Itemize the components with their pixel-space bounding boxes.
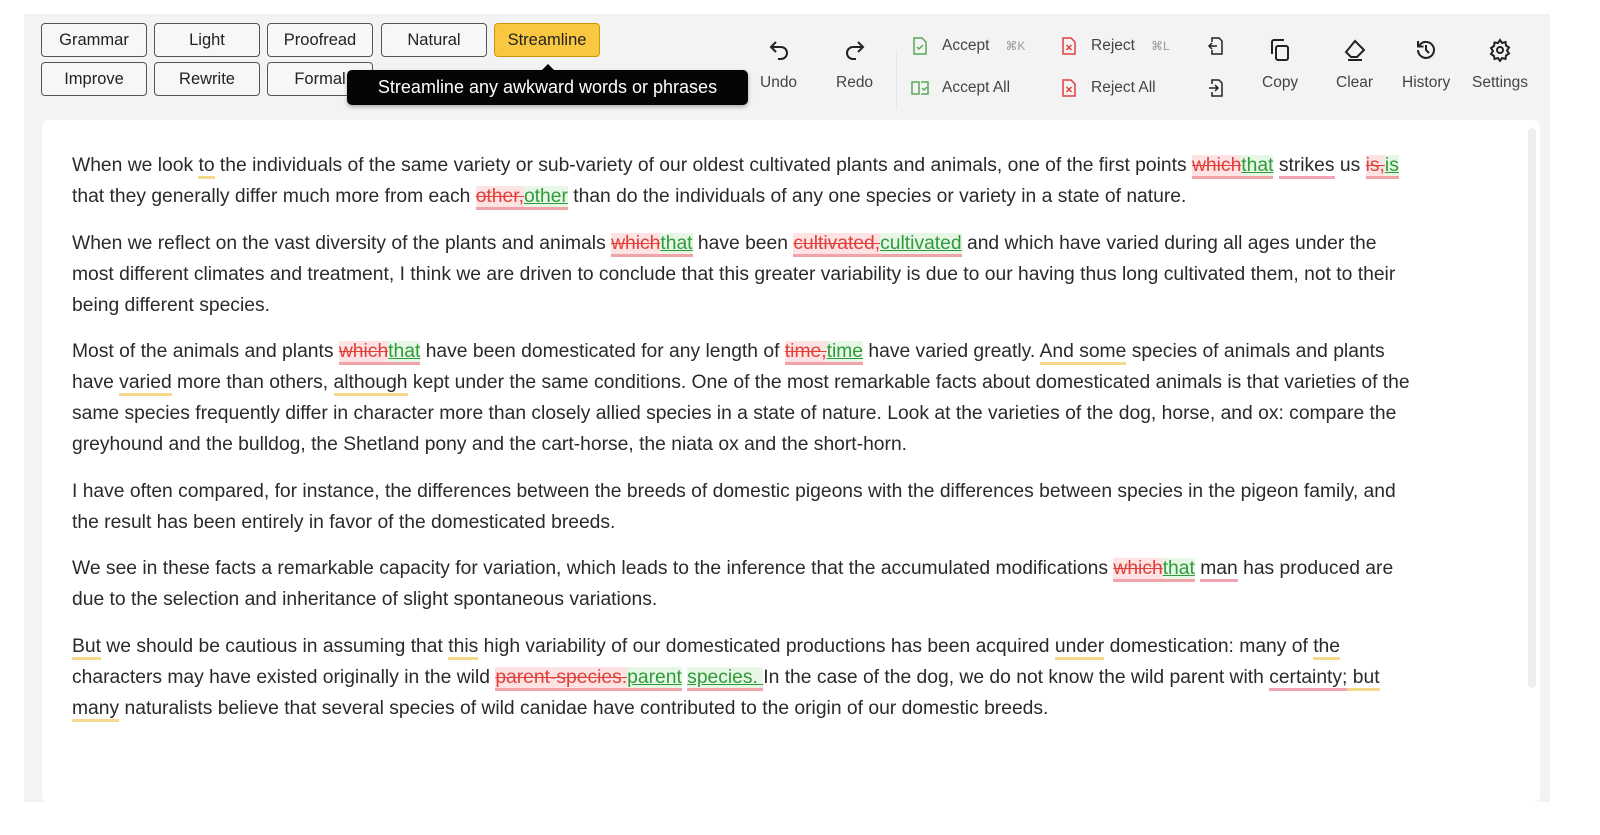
text-span: domestication: many of — [1104, 635, 1314, 657]
import-button[interactable] — [1206, 36, 1238, 56]
inserted-text[interactable]: that — [660, 233, 692, 257]
text-span: We see in these facts a remarkable capacity for variation, which leads to the inference that the accumulated modifications — [72, 558, 1114, 579]
text-span: have been domesticated for any length of — [420, 341, 785, 362]
deleted-text[interactable]: which — [1192, 155, 1241, 179]
mode-button-natural[interactable]: Natural — [381, 23, 487, 57]
text-span: Most of the animals and plants — [72, 341, 339, 362]
text-span: has produced are due to the selection and inheritance of slight spontaneous variations. — [72, 558, 1394, 610]
gear-icon — [1488, 38, 1512, 62]
deleted-text[interactable]: is, — [1366, 155, 1385, 179]
inserted-text[interactable]: is — [1385, 155, 1399, 179]
suggestion-underline[interactable]: this — [448, 636, 478, 660]
copy-icon — [1268, 38, 1292, 62]
scrollbar[interactable] — [1528, 128, 1536, 688]
undo-button[interactable] — [760, 38, 797, 92]
inserted-text[interactable]: that — [388, 341, 420, 365]
clear-button[interactable] — [1336, 38, 1373, 92]
settings-label: Settings — [1472, 74, 1529, 91]
issue-underline[interactable]: certainty; — [1269, 667, 1347, 691]
accept-file-icon — [910, 36, 930, 56]
clear-label: Clear — [1336, 74, 1374, 91]
text-span: have been — [692, 232, 794, 254]
deleted-text[interactable]: parent-species. — [495, 667, 627, 691]
text-span: When we reflect on the vast diversity of the plants and animals — [72, 232, 612, 254]
copy-button[interactable] — [1262, 38, 1298, 92]
reject-all-label: Reject All — [1091, 79, 1156, 96]
text-span: than do the individuals of any one species or variety in a state of nature. — [567, 186, 1187, 207]
text-span: have varied greatly. — [863, 341, 1040, 362]
editor-app — [24, 14, 1550, 802]
inserted-text[interactable]: other — [524, 186, 568, 210]
deleted-text[interactable]: cultivated, — [793, 233, 880, 257]
text-span: naturalists believe that several species of wild canidae have contributed to the origin of our domestic breeds. — [119, 697, 1049, 719]
deleted-text[interactable]: other, — [476, 186, 524, 210]
history-icon — [1414, 38, 1438, 62]
deleted-text[interactable]: time, — [785, 341, 827, 365]
accept-all-label: Accept All — [942, 79, 1011, 96]
inserted-text[interactable]: that — [1163, 558, 1195, 582]
suggestion-underline[interactable]: to — [198, 155, 214, 179]
text-span: I have often compared, for instance, the differences between the breeds of domestic pigeons with the differences between species in the pigeon family, and the result has been entirely in favor of the domesticated breeds. — [72, 480, 1396, 533]
inserted-text[interactable]: parent — [627, 667, 682, 691]
text-span: When we look — [72, 155, 199, 176]
mode-button-proofread[interactable]: Proofread — [267, 23, 373, 57]
paragraph — [72, 150, 1422, 212]
text-span: we should be cautious in assuming that — [100, 635, 449, 657]
paragraph — [72, 228, 1422, 321]
paragraph — [72, 553, 1422, 615]
issue-underline[interactable]: strikes — [1279, 155, 1335, 179]
file-export-icon — [1206, 78, 1226, 98]
text-span: and which have varied during all ages under the most different climates and treatment, I think we are driven to conclude that this greater variability is due to our having thus long cultivated them, not to their being different species. — [72, 232, 1396, 316]
reject-all-file-icon — [1059, 78, 1079, 98]
accept-all-book-icon — [910, 78, 930, 98]
deleted-text[interactable]: which — [1113, 558, 1162, 582]
text-span: the individuals of the same variety or sub-variety of our oldest cultivated plants and animals, one of the first points — [214, 155, 1192, 176]
undo-icon — [767, 38, 791, 62]
issue-underline[interactable]: man — [1200, 558, 1238, 582]
paragraph — [72, 336, 1422, 460]
suggestion-underline[interactable]: And some — [1040, 341, 1127, 365]
text-span: characters may have existed originally in the wild — [72, 666, 496, 688]
reject-label: Reject — [1091, 37, 1135, 54]
document-text[interactable] — [72, 150, 1422, 739]
history-button[interactable] — [1402, 38, 1450, 92]
inserted-text[interactable]: time — [827, 341, 863, 365]
inserted-text[interactable]: cultivated — [880, 233, 961, 257]
reject-all-button[interactable] — [1059, 78, 1156, 98]
text-span: high variability of our domesticated productions has been acquired — [478, 635, 1055, 657]
mode-button-rewrite[interactable]: Rewrite — [154, 62, 260, 96]
mode-button-grammar[interactable]: Grammar — [41, 23, 147, 57]
paragraph — [72, 631, 1422, 724]
suggestion-underline[interactable]: but many — [72, 667, 1380, 722]
suggestion-underline[interactable]: varied — [119, 372, 172, 396]
suggestion-underline[interactable]: But — [72, 636, 101, 660]
export-button[interactable] — [1206, 78, 1238, 98]
mode-button-light[interactable]: Light — [154, 23, 260, 57]
reject-shortcut: ⌘L — [1150, 39, 1170, 53]
mode-button-streamline[interactable]: Streamline — [494, 23, 600, 57]
accept-shortcut: ⌘K — [1005, 39, 1026, 53]
settings-button[interactable] — [1472, 38, 1528, 92]
accept-button[interactable] — [910, 36, 1025, 56]
paragraph — [72, 476, 1422, 538]
text-span: that they generally differ much more from each — [72, 186, 476, 207]
text-span: In the case of the dog, we do not know the wild parent with — [763, 666, 1270, 688]
undo-label: Undo — [760, 74, 798, 91]
mode-button-formal[interactable]: Formal — [267, 62, 373, 96]
deleted-text[interactable]: which — [611, 233, 660, 257]
accept-all-button[interactable] — [910, 78, 1010, 98]
redo-button[interactable] — [836, 38, 873, 92]
suggestion-underline[interactable]: although — [334, 372, 408, 396]
text-span: more than others, — [171, 372, 334, 393]
document-panel[interactable] — [42, 120, 1540, 802]
redo-label: Redo — [836, 74, 874, 91]
toolbar-divider — [896, 50, 897, 110]
inserted-text[interactable]: species. — [687, 667, 763, 691]
mode-tooltip: Streamline any awkward words or phrases — [347, 70, 748, 105]
history-label: History — [1402, 74, 1451, 91]
inserted-text[interactable]: that — [1241, 155, 1273, 179]
text-span: kept under the same conditions. One of the most remarkable facts about domesticated animals is that varieties of the same species frequently differ in character more than closely allied species in a state of nature. Look at the varieties of the dog, horse, and ox: compare the greyhound and the bulldog, the Shetland pony and the cart-horse, the niata ox and the short-horn. — [72, 372, 1410, 455]
suggestion-underline[interactable]: under — [1055, 636, 1104, 660]
redo-icon — [843, 38, 867, 62]
accept-label: Accept — [942, 37, 990, 54]
reject-button[interactable] — [1059, 36, 1170, 56]
mode-button-improve[interactable]: Improve — [41, 62, 147, 96]
file-import-icon — [1206, 36, 1226, 56]
eraser-icon — [1343, 38, 1367, 62]
reject-file-icon — [1059, 36, 1079, 56]
copy-label: Copy — [1262, 74, 1299, 91]
text-span: species of animals and plants have — [72, 341, 1385, 393]
text-span: us — [1334, 155, 1366, 176]
suggestion-underline[interactable]: the — [1313, 636, 1340, 660]
deleted-text[interactable]: which — [339, 341, 388, 365]
